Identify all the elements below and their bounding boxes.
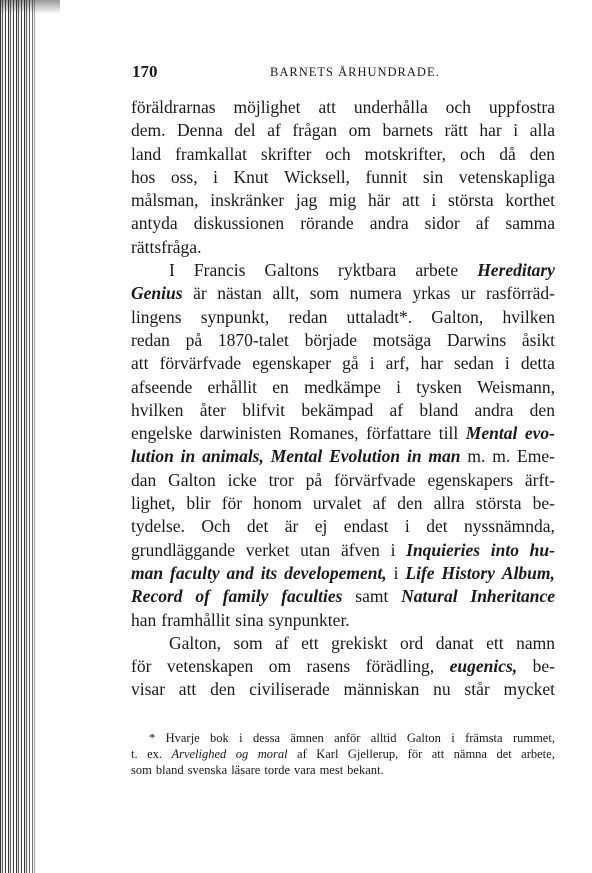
page-header	[132, 62, 552, 82]
word: Wicksell,	[284, 166, 350, 187]
footnote-word: Gjellerup,	[347, 747, 399, 761]
footnote-word: främsta	[465, 731, 503, 745]
word: grundläggande	[131, 539, 235, 560]
footnote-word: ämnen	[290, 731, 324, 745]
word: diskussionen	[193, 213, 285, 234]
word: nu	[433, 679, 451, 700]
word: i	[504, 353, 510, 374]
word: rasförräd-	[486, 283, 555, 304]
word: Denna	[177, 120, 223, 141]
word: family	[222, 586, 269, 607]
word: bland	[419, 399, 459, 420]
word: åter	[199, 399, 226, 420]
word: History	[441, 562, 495, 583]
word: blir	[186, 493, 211, 514]
word: blifvit	[242, 399, 286, 420]
word: animals,	[202, 446, 264, 467]
word: Inheritance	[470, 586, 555, 607]
word: möjlighet	[233, 97, 301, 117]
word: största	[447, 190, 494, 211]
footnote-word: Karl	[316, 747, 339, 761]
word: till	[438, 423, 459, 444]
word: sidor	[424, 213, 460, 234]
word: samt	[355, 586, 389, 607]
footnote-word: mest	[319, 763, 344, 777]
text-line	[131, 119, 555, 142]
word: bekämpad	[301, 399, 374, 420]
word: och	[460, 143, 486, 164]
word: urvalet	[312, 493, 362, 514]
word: afseende	[131, 376, 193, 397]
text-line	[131, 585, 555, 608]
scan-corner-shadow	[0, 0, 60, 14]
word: i	[431, 190, 437, 211]
word: into	[490, 539, 519, 560]
word: Genius	[131, 283, 183, 304]
word: då	[499, 143, 516, 164]
word: af	[389, 399, 404, 420]
word: evo-	[524, 423, 555, 444]
text-line	[131, 539, 555, 562]
word: i	[393, 562, 399, 583]
footnote-word: Galton	[406, 731, 441, 745]
footnote-word: Hvarje	[165, 731, 200, 745]
word: Eme-	[517, 446, 555, 467]
word: ett	[301, 632, 319, 653]
word: är	[284, 516, 299, 537]
footnote	[131, 730, 555, 778]
footnote-word: dessa	[252, 731, 281, 745]
word: att	[178, 679, 197, 700]
word: be-	[532, 493, 555, 514]
word: nästan	[217, 283, 262, 304]
word: synpunkt,	[200, 306, 270, 327]
word: rörande	[300, 213, 354, 234]
footnote-word: anför	[334, 731, 361, 745]
word: föräldrarnas	[131, 97, 216, 117]
word: allt,	[272, 283, 300, 304]
text-line	[131, 492, 555, 515]
word: att	[318, 97, 336, 117]
word: detta	[520, 353, 555, 374]
footnote-word: nämna	[453, 747, 487, 761]
word: är	[193, 283, 207, 304]
word: förvärfvade	[334, 469, 416, 490]
word: lighet,	[131, 493, 176, 514]
word: i	[396, 376, 401, 397]
footnote-word: att	[431, 747, 445, 761]
word: Galton,	[431, 306, 484, 327]
word: framkallat	[175, 143, 247, 164]
word: för	[221, 493, 243, 514]
text-line	[131, 189, 555, 212]
word: numera	[349, 283, 402, 304]
word: i	[513, 120, 519, 141]
word: af	[475, 213, 490, 234]
word: Galtons	[264, 260, 319, 281]
word: rasens	[306, 656, 351, 677]
word: om	[268, 656, 292, 677]
word: ett	[486, 632, 504, 653]
footnote-word: arbete,	[521, 747, 555, 761]
word: icke	[227, 469, 257, 490]
word: Galton,	[169, 632, 222, 653]
word: man	[428, 446, 461, 467]
footnote-word: af	[297, 747, 307, 761]
footnote-word: moral	[257, 747, 288, 761]
footnote-word: det	[496, 747, 512, 761]
word: af	[267, 120, 281, 141]
word: namn	[516, 632, 555, 653]
word: egenskaper	[252, 353, 331, 374]
word: om	[348, 120, 371, 141]
footnote-word: i	[451, 731, 455, 745]
text-line	[131, 306, 555, 329]
word: den	[529, 399, 555, 420]
footnote-word: torde	[264, 763, 291, 777]
word: mycket	[503, 679, 555, 700]
text-line	[131, 259, 555, 282]
word: för	[131, 656, 152, 677]
word: en	[272, 376, 289, 397]
word: utan	[300, 539, 331, 560]
footnote-line	[131, 730, 555, 746]
word: sina	[235, 609, 264, 630]
word: hu-	[529, 539, 555, 560]
text-line	[131, 678, 555, 701]
text-line	[131, 632, 555, 655]
text-line	[131, 96, 555, 119]
word: man	[131, 562, 164, 583]
word: hvilken	[502, 306, 555, 327]
word: uppfostra	[488, 97, 555, 117]
word: Weismann,	[477, 376, 555, 397]
footnote-word: svenska	[187, 763, 228, 777]
text-line	[131, 399, 555, 422]
footnote-word: alltid	[370, 731, 397, 745]
word: åsikt	[521, 329, 555, 350]
word: vetenskapen	[166, 656, 254, 677]
word: författare	[366, 423, 432, 444]
word: verket	[245, 539, 290, 560]
word: visar	[131, 679, 166, 700]
word: nyssnämnda,	[463, 516, 555, 537]
word: inskränker	[210, 190, 285, 211]
word: antyda	[131, 213, 178, 234]
word: ur	[460, 283, 476, 304]
word: be-	[532, 656, 555, 677]
word: Darwins	[446, 329, 507, 350]
word: faculties	[281, 586, 343, 607]
word: ord	[399, 632, 424, 653]
word: land	[131, 143, 162, 164]
word: han	[131, 609, 157, 630]
text-line	[131, 166, 555, 189]
word: ärft-	[524, 469, 555, 490]
word: arbete	[415, 260, 459, 281]
word: Galton	[168, 469, 216, 490]
word: i	[404, 516, 410, 537]
word: ryktbara	[338, 260, 397, 281]
text-line	[131, 329, 555, 352]
text-line	[131, 212, 555, 235]
word: att	[402, 190, 420, 211]
word: det	[426, 516, 448, 537]
word: Knut	[233, 166, 269, 187]
word: förvärfvade	[159, 353, 242, 374]
word: egenskapers	[427, 469, 514, 490]
word: redan	[288, 306, 328, 327]
word: lution	[131, 446, 174, 467]
word: del	[234, 120, 256, 141]
word: engelske	[131, 423, 193, 444]
word: Natural	[401, 586, 458, 607]
word: 1870-talet	[217, 329, 289, 350]
word: började	[304, 329, 358, 350]
page-number: 170	[132, 62, 158, 81]
word: dem.	[131, 120, 166, 141]
word: målsman,	[131, 190, 199, 211]
footnote-line	[131, 762, 555, 778]
text-line	[131, 376, 555, 399]
text-line	[131, 515, 555, 538]
word: andra	[369, 213, 409, 234]
footnote-word: läsare	[231, 763, 261, 777]
word: grekiskt	[331, 632, 388, 653]
footnote-line	[131, 746, 555, 762]
word: hvilken	[131, 399, 184, 420]
footnote-word: rummet,	[512, 731, 555, 745]
word: förädling,	[365, 656, 435, 677]
word: danat	[435, 632, 474, 653]
body-text	[131, 96, 555, 702]
text-line	[131, 422, 555, 445]
word: Mental	[270, 446, 323, 467]
word: mig	[329, 190, 357, 211]
word: som	[309, 283, 339, 304]
text-line	[131, 445, 555, 468]
word: Record	[131, 586, 183, 607]
word: som	[233, 632, 263, 653]
running-head: BARNETS ÅRHUNDRADE.	[270, 65, 440, 79]
word: in	[180, 446, 196, 467]
word: i	[213, 166, 218, 187]
word: tror	[268, 469, 294, 490]
word: korthet	[505, 190, 555, 211]
word: har	[479, 120, 502, 141]
word: alla	[529, 120, 555, 141]
word: frågan	[292, 120, 338, 141]
word: och	[325, 143, 351, 164]
word: oss,	[170, 166, 198, 187]
footnote-word: bok	[209, 731, 229, 745]
text-line	[131, 143, 555, 166]
word: Romanes,	[289, 423, 359, 444]
word: ej	[314, 516, 328, 537]
word: människan	[343, 679, 420, 700]
word: tydelse.	[131, 516, 185, 537]
word: har	[420, 353, 443, 374]
word: civiliserade	[249, 679, 330, 700]
word: developement,	[284, 562, 387, 583]
word: Inquieries	[406, 539, 481, 560]
word: Album,	[501, 562, 555, 583]
word: faculty	[170, 562, 220, 583]
word: dan	[131, 469, 157, 490]
word: yrkas	[412, 283, 451, 304]
word: det	[246, 516, 269, 537]
word: rätt	[444, 120, 468, 141]
text-line	[131, 352, 555, 375]
text-line	[131, 236, 555, 259]
word: den	[210, 679, 236, 700]
word: I	[169, 260, 175, 281]
word: endast	[343, 516, 389, 537]
word: m.	[467, 446, 486, 467]
word: in	[406, 446, 422, 467]
word: synpunkter.	[268, 609, 350, 630]
word: Mental	[465, 423, 518, 444]
word: att	[131, 353, 149, 374]
word: Life	[405, 562, 435, 583]
word: uttaladt*.	[346, 306, 413, 327]
word: i	[369, 353, 375, 374]
word: redan	[131, 329, 170, 350]
word: Och	[201, 516, 231, 537]
footnote-word: *	[149, 731, 156, 745]
word: sedan	[453, 353, 494, 374]
word: of	[195, 586, 210, 607]
word: honom	[253, 493, 302, 514]
text-line	[131, 282, 555, 305]
word: rättsfråga.	[131, 236, 202, 257]
word: i	[390, 539, 396, 560]
word: af	[372, 493, 387, 514]
word: erhållit	[207, 376, 258, 397]
footnote-word: vara	[294, 763, 316, 777]
word: arf,	[385, 353, 410, 374]
footnote-word: Arvelighed	[171, 747, 227, 761]
word: största	[475, 493, 522, 514]
text-line	[131, 609, 555, 632]
word: gå	[342, 353, 359, 374]
word: tysken	[416, 376, 462, 397]
word: motskrifter,	[364, 143, 447, 164]
text-line	[131, 469, 555, 492]
footnote-word: i	[239, 731, 243, 745]
word: samma	[505, 213, 555, 234]
word: vetenskapliga	[458, 166, 555, 187]
footnote-word: som	[131, 763, 152, 777]
word: sin	[422, 166, 444, 187]
word: allra	[433, 493, 465, 514]
word: af	[275, 632, 289, 653]
footnote-word: bland	[155, 763, 184, 777]
text-line	[131, 562, 555, 585]
word: lingens	[131, 306, 182, 327]
word: m.	[492, 446, 511, 467]
word: på	[185, 329, 203, 350]
word: funnit	[365, 166, 408, 187]
footnote-word: ex.	[147, 747, 162, 761]
word: medkämpe	[304, 376, 381, 397]
word: underhålla	[353, 97, 428, 117]
word: och	[445, 97, 471, 117]
word: här	[368, 190, 391, 211]
word: den	[397, 493, 423, 514]
word: står	[464, 679, 490, 700]
scan-binding-shadow	[28, 0, 42, 873]
text-line	[131, 655, 555, 678]
word: framhållit	[161, 609, 231, 630]
footnote-word: bekant.	[347, 763, 384, 777]
footnote-word: för	[407, 747, 423, 761]
word: and	[226, 562, 254, 583]
word: äfven	[340, 539, 380, 560]
word: skrifter	[260, 143, 312, 164]
word: eugenics,	[449, 656, 518, 677]
word: den	[529, 143, 555, 164]
word: Francis	[193, 260, 246, 281]
footnote-word: t.	[131, 747, 138, 761]
word: its	[260, 562, 278, 583]
word: Evolution	[329, 446, 401, 467]
footnote-word: og	[235, 747, 249, 761]
word: jag	[295, 190, 318, 211]
word: barnets	[382, 120, 434, 141]
word: motsäga	[372, 329, 432, 350]
word: hos	[131, 166, 156, 187]
word: darwinisten	[199, 423, 282, 444]
word: på	[305, 469, 323, 490]
word: Hereditary	[477, 260, 555, 281]
word: andra	[474, 399, 514, 420]
